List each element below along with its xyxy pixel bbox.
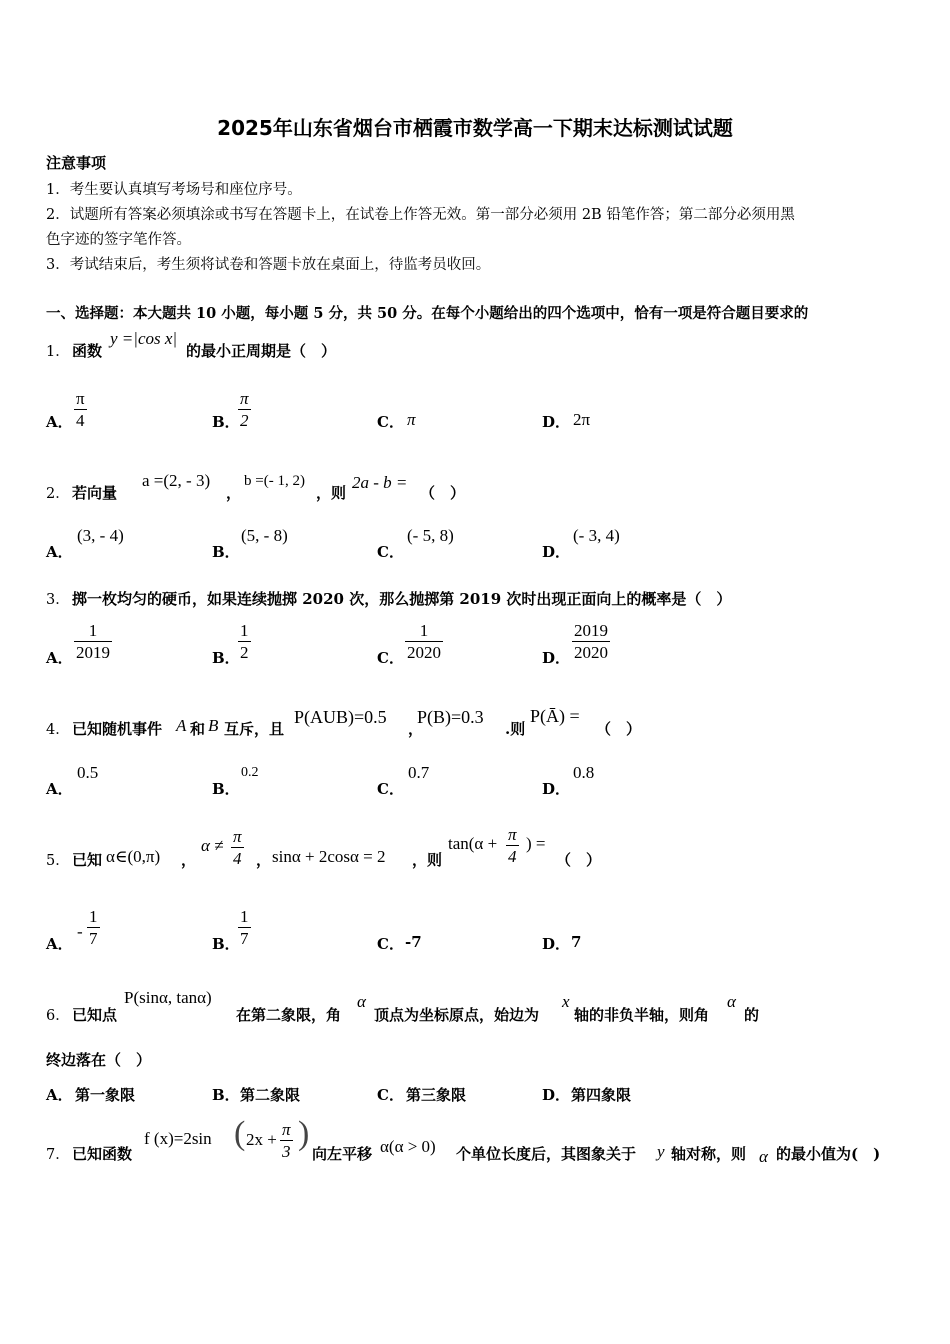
q5-cond-2-lhs: α ≠ xyxy=(201,836,224,855)
q5-comma-1: ， xyxy=(181,851,197,869)
q6-alpha: α xyxy=(357,992,366,1011)
q2-expression: 2a - b = xyxy=(352,473,408,492)
q7-prefix: 已知函数 xyxy=(72,1145,133,1163)
q4-then: .则 xyxy=(505,720,526,738)
q2-option-b: (5, - 8) xyxy=(241,526,288,545)
q6-number: 6． xyxy=(46,1008,70,1024)
q7-right-paren: ) xyxy=(298,1115,310,1152)
q1-option-d: 2π xyxy=(573,410,591,429)
q5-option-a: $\frac{1}{7}$ xyxy=(89,907,98,948)
q6-option-d-label: D． xyxy=(542,1086,571,1104)
q7-mid-1: 向左平移 xyxy=(312,1145,373,1163)
q5-equation: sinα + 2cosα = 2 xyxy=(272,847,386,866)
q6-x: x xyxy=(562,992,570,1011)
q2-number: 2． xyxy=(46,486,70,502)
q4-option-c: 0.7 xyxy=(408,763,430,782)
q7-y: y xyxy=(657,1142,665,1161)
q7-function-frac: $\frac{\pi}{3}$ xyxy=(282,1120,291,1161)
q5-option-b: $\frac{1}{7}$ xyxy=(240,907,249,948)
q1-option-b: $\frac{\pi}{2}$ xyxy=(240,389,249,430)
q1-suffix: 的最小正周期是（ ） xyxy=(186,342,337,360)
section-heading: 一、选择题：本大题共 10 小题，每小题 5 分，共 50 分。在每个小题给出的四个选项中，恰有一项是符合题目要求的 xyxy=(46,305,809,322)
q4-prefix: 已知随机事件 xyxy=(72,720,163,738)
q7-mid-2: 个单位长度后，其图象关于 xyxy=(456,1145,637,1163)
q3-option-b-label: B． xyxy=(212,649,240,667)
q1-option-d-label: D． xyxy=(542,413,571,431)
q2-option-b-label: B． xyxy=(212,543,240,561)
q2-option-a: (3, - 4) xyxy=(77,526,124,545)
q1-expression: y =|cos x| xyxy=(110,329,178,348)
q7-mid-3: 轴对称，则 xyxy=(671,1145,747,1163)
q1-option-a-label: A． xyxy=(46,413,73,431)
q3-option-c: $\frac{1}{2020}$ xyxy=(407,621,441,662)
q3-option-d: $\frac{2019}{2020}$ xyxy=(574,621,608,662)
q4-number: 4． xyxy=(46,722,70,738)
note-3: 3．考试结束后，考生须将试卷和答题卡放在桌面上，待监考员收回。 xyxy=(46,257,491,273)
q2-then: ，则 xyxy=(316,484,347,502)
q5-paren: （ ） xyxy=(556,851,602,869)
q4-option-a: 0.5 xyxy=(77,763,99,782)
q4-prob-union: P(AUB)=0.5 xyxy=(294,707,387,727)
q6-mid-3: 轴的非负半轴，则角 xyxy=(574,1006,710,1024)
q2-prefix: 若向量 xyxy=(72,484,118,502)
q3-number: 3． xyxy=(46,592,70,608)
q4-event-b: B xyxy=(208,716,219,735)
q4-option-d-label: D． xyxy=(542,780,571,798)
q6-option-b: 第二象限 xyxy=(240,1086,301,1104)
q6-option-d: 第四象限 xyxy=(571,1086,632,1104)
q1-option-a: $\frac{\pi}{4}$ xyxy=(76,389,85,430)
q6-option-a-label: A． xyxy=(46,1086,73,1104)
notes-heading: 注意事项 xyxy=(46,154,107,172)
q7-function-lhs: f (x)=2sin xyxy=(144,1129,212,1148)
q5-option-c: -7 xyxy=(405,933,422,951)
q4-prob-complement: P(Ā) = xyxy=(530,706,580,726)
q7-alpha: α xyxy=(759,1147,768,1166)
q6-option-a: 第一象限 xyxy=(75,1086,136,1104)
q3-text: 掷一枚均匀的硬币，如果连续抛掷 2020 次，那么抛掷第 2019 次时出现正面向上的概率是（ ） xyxy=(72,590,732,608)
q6-alpha-2: α xyxy=(727,992,736,1011)
q5-cond-1: α∈(0,π) xyxy=(106,847,161,866)
q6-end: 的 xyxy=(744,1006,760,1024)
q6-option-c: 第三象限 xyxy=(406,1086,467,1104)
q3-option-c-label: C． xyxy=(377,649,404,667)
q4-option-d: 0.8 xyxy=(573,763,595,782)
q2-paren: （ ） xyxy=(420,484,466,502)
q1-option-c: π xyxy=(407,410,416,429)
q5-tan-lhs: tan(α + xyxy=(448,834,498,853)
q5-prefix: 已知 xyxy=(72,851,103,869)
q2-option-c: (- 5, 8) xyxy=(407,526,454,545)
q7-function-inner: 2x + xyxy=(246,1130,277,1149)
note-2-line-2: 色字迹的签字笔作答。 xyxy=(46,232,191,248)
q2-separator: ， xyxy=(226,484,242,502)
q2-option-a-label: A． xyxy=(46,543,73,561)
q4-option-b: 0.2 xyxy=(241,765,259,780)
q2-vector-a: a =(2, - 3) xyxy=(142,471,211,490)
q2-option-d: (- 3, 4) xyxy=(573,526,620,545)
q4-prob-b: P(B)=0.3 xyxy=(417,707,484,727)
q5-tan-frac: $\frac{\pi}{4}$ xyxy=(508,825,517,866)
q5-option-d: 7 xyxy=(571,933,582,951)
q6-point: P(sinα, tanα) xyxy=(124,988,212,1007)
note-2-line-1: 2．试题所有答案必须填涂或书写在答题卡上，在试卷上作答无效。第一部分必须用 2B 铅笔作答；第二部分必须用黑 xyxy=(46,207,795,223)
q5-cond-2-frac: $\frac{\pi}{4}$ xyxy=(233,827,242,868)
q4-paren: （ ） xyxy=(596,720,642,738)
q5-tan-rhs: ) = xyxy=(526,834,546,853)
q6-prefix: 已知点 xyxy=(72,1006,118,1024)
q7-end: 的最小值为( ) xyxy=(776,1145,881,1163)
q2-option-c-label: C． xyxy=(377,543,404,561)
q1-prefix: 函数 xyxy=(72,342,103,360)
q3-option-d-label: D． xyxy=(542,649,571,667)
q6-option-b-label: B． xyxy=(212,1086,240,1104)
q5-then: ，则 xyxy=(412,851,443,869)
q1-option-c-label: C． xyxy=(377,413,404,431)
q5-option-b-label: B． xyxy=(212,935,240,953)
q5-option-c-label: C． xyxy=(377,935,404,953)
q6-option-c-label: C． xyxy=(377,1086,404,1104)
q4-comma: ， xyxy=(408,720,424,738)
q7-left-paren: ( xyxy=(234,1115,246,1152)
q6-mid-2: 顶点为坐标原点，始边为 xyxy=(374,1006,540,1024)
q7-shift: α(α > 0) xyxy=(380,1137,436,1156)
q3-option-b: $\frac{1}{2}$ xyxy=(240,621,249,662)
q1-number: 1． xyxy=(46,344,70,360)
q4-mid: 互斥，且 xyxy=(224,720,285,738)
q4-option-b-label: B． xyxy=(212,780,240,798)
q2-vector-b: b =(- 1, 2) xyxy=(244,473,305,489)
q4-option-a-label: A． xyxy=(46,780,73,798)
note-1: 1．考生要认真填写考场号和座位序号。 xyxy=(46,182,302,198)
page-title: 2025年山东省烟台市栖霞市数学高一下期末达标测试试题 xyxy=(217,116,733,140)
q4-event-a: A xyxy=(176,716,187,735)
q5-option-d-label: D． xyxy=(542,935,571,953)
q3-option-a: $\frac{1}{2019}$ xyxy=(76,621,110,662)
q6-line-2: 终边落在（ ） xyxy=(46,1051,152,1069)
q3-option-a-label: A． xyxy=(46,649,73,667)
q2-option-d-label: D． xyxy=(542,543,571,561)
q5-number: 5． xyxy=(46,853,70,869)
q5-option-a-label: A． xyxy=(46,935,73,953)
q1-option-b-label: B． xyxy=(212,413,240,431)
q4-and: 和 xyxy=(190,720,206,738)
q7-number: 7． xyxy=(46,1147,70,1163)
q5-comma-2: ， xyxy=(256,851,272,869)
q6-mid-1: 在第二象限，角 xyxy=(236,1006,342,1024)
q4-option-c-label: C． xyxy=(377,780,404,798)
q5-option-a-sign: - xyxy=(77,922,83,941)
